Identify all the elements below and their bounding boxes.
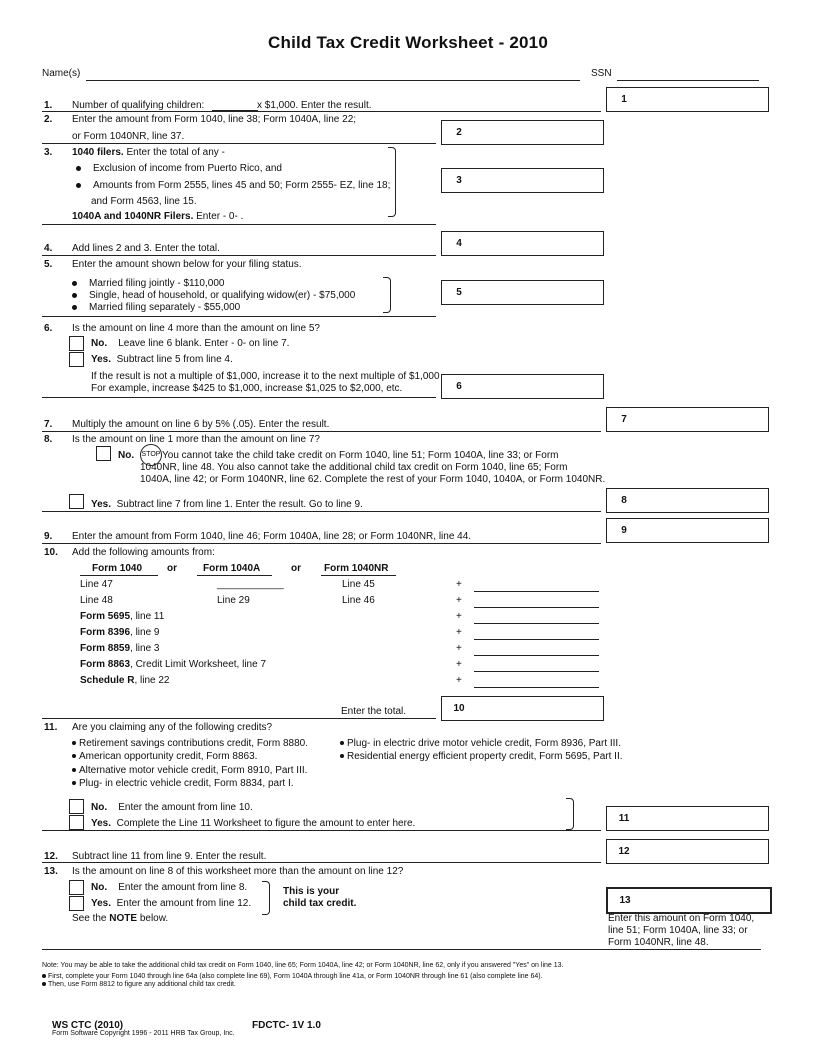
divider — [42, 143, 436, 144]
divider — [42, 511, 601, 512]
line13-no-checkbox[interactable] — [69, 880, 84, 895]
line4-box-label: 4 — [441, 231, 477, 256]
line10-row-label: Schedule R, line 22 — [80, 675, 170, 686]
line6-num: 6. — [44, 323, 53, 334]
divider — [42, 431, 601, 432]
line10-box-label: 10 — [441, 696, 477, 721]
line10-row-amount-field[interactable] — [474, 655, 599, 656]
divider — [42, 949, 761, 950]
line12-num: 12. — [44, 851, 58, 862]
line7-box-label: 7 — [606, 407, 642, 432]
line8-yes: Yes. Subtract line 7 from line 1. Enter the result. Go to line 9. — [91, 499, 363, 510]
col-form1040a: Form 1040A — [203, 563, 261, 574]
note-main: Note: You may be able to take the additional child tax credit on Form 1040, line 65; Form 1040A, line 42; or Form 1040NR, line 62, only if you answered "Yes" on line 13. — [42, 962, 564, 969]
line3-amount-field[interactable] — [475, 168, 604, 193]
line10-row-label: Form 8396, line 9 — [80, 627, 160, 638]
line6-yes: Yes. Subtract line 5 from line 4. — [91, 354, 233, 365]
line3-brace — [388, 147, 396, 217]
line8-amount-field[interactable] — [640, 488, 769, 513]
line10-row-label: Line 47 — [80, 579, 113, 590]
line5-box-label: 5 — [441, 280, 477, 305]
line2-text-a: Enter the amount from Form 1040, line 38; Form 1040A, line 22; — [72, 114, 357, 125]
line8-yes-checkbox[interactable] — [69, 494, 84, 509]
line2-num: 2. — [44, 114, 53, 125]
line1-num: 1. — [44, 100, 53, 111]
line1-text-a: Number of qualifying children: — [72, 100, 205, 111]
line10-row-amount-field[interactable] — [474, 591, 599, 592]
line6-no: No. Leave line 6 blank. Enter - 0- on line 7. — [91, 338, 290, 349]
line5-num: 5. — [44, 259, 53, 270]
line9-box-label: 9 — [606, 518, 642, 543]
credit-right-2: Residential energy efficient property credit, Form 5695, Part II. — [340, 751, 623, 762]
line10-row-amount-field[interactable] — [474, 623, 599, 624]
credit-left-1: Retirement savings contributions credit, Form 8880. — [72, 738, 308, 749]
line6-box-label: 6 — [441, 374, 477, 399]
line10-text: Add the following amounts from: — [72, 547, 215, 558]
line13-see: See the NOTE below. — [72, 913, 169, 924]
col-underline — [321, 575, 396, 576]
ssn-field[interactable] — [617, 80, 759, 81]
line5-amount-field[interactable] — [475, 280, 604, 305]
line11-yes: Yes. Complete the Line 11 Worksheet to figure the amount to enter here. — [91, 818, 416, 829]
line5-item2: Single, head of household, or qualifying widow(er) - $75,000 — [72, 290, 355, 301]
line13-text: Is the amount on line 8 of this worksheet more than the amount on line 12? — [72, 866, 404, 877]
credit-left-3: Alternative motor vehicle credit, Form 8910, Part III. — [72, 765, 307, 776]
divider — [42, 111, 601, 112]
line6-note2: For example, increase $425 to $1,000, increase $1,025 to $2,000, etc. — [91, 383, 403, 394]
line13-yes-checkbox[interactable] — [69, 896, 84, 911]
line11-yes-checkbox[interactable] — [69, 815, 84, 830]
plus-sign: + — [456, 659, 462, 670]
plus-sign: + — [456, 643, 462, 654]
line3-item2: Amounts from Form 2555, lines 45 and 50; Form 2555- EZ, line 18; — [76, 180, 390, 191]
plus-sign: + — [456, 595, 462, 606]
line6-no-checkbox[interactable] — [69, 336, 84, 351]
line13-enter-3: Form 1040NR, line 48. — [608, 937, 709, 948]
line13-brace — [262, 881, 270, 915]
line10-total-text: Enter the total. — [341, 706, 407, 717]
line8-box-label: 8 — [606, 488, 642, 513]
line5-brace — [383, 277, 391, 313]
line13-no: No. Enter the amount from line 8. — [91, 882, 248, 893]
line1-amount-field[interactable] — [640, 87, 769, 112]
divider — [42, 397, 436, 398]
col-or2: or — [291, 563, 301, 574]
line5-text: Enter the amount shown below for your filing status. — [72, 259, 302, 270]
line8-no-2: 1040NR, line 48. You also cannot take the additional child tax credit on Form 1040, line 65; Form — [140, 462, 568, 473]
line1-text-b: x $1,000. Enter the result. — [257, 100, 372, 111]
col-form1040: Form 1040 — [92, 563, 143, 574]
line12-box-label: 12 — [606, 839, 642, 864]
line1-box-label: 1 — [606, 87, 642, 112]
line13-enter-2: line 51; Form 1040A, line 33; or — [608, 925, 748, 936]
line9-num: 9. — [44, 531, 53, 542]
line6-text: Is the amount on line 4 more than the amount on line 5? — [72, 323, 320, 334]
line6-yes-checkbox[interactable] — [69, 352, 84, 367]
line8-no-checkbox[interactable] — [96, 446, 111, 461]
line4-amount-field[interactable] — [475, 231, 604, 256]
line7-text: Multiply the amount on line 6 by 5% (.05). Enter the result. — [72, 419, 330, 430]
line5-item1: Married filing jointly - $110,000 — [72, 278, 224, 289]
line11-num: 11. — [44, 722, 58, 733]
line8-num: 8. — [44, 434, 53, 445]
note-then: Then, use Form 8812 to figure any additional child tax credit. — [42, 981, 236, 988]
divider — [42, 224, 436, 225]
line2-box-label: 2 — [441, 120, 477, 145]
credit-text-1: This is your — [283, 886, 340, 897]
col-underline — [197, 575, 272, 576]
divider — [42, 543, 601, 544]
line7-num: 7. — [44, 419, 53, 430]
line10-row-1040a: ____________ — [217, 579, 284, 590]
line11-no-checkbox[interactable] — [69, 799, 84, 814]
plus-sign: + — [456, 579, 462, 590]
line11-box-label: 11 — [606, 806, 642, 831]
divider — [42, 718, 436, 719]
line8-no-3: 1040A, line 42; or Form 1040NR, line 62. Complete the rest of your Form 1040, 1040A, or Form 1040NR. — [140, 474, 606, 485]
col-underline — [80, 575, 158, 576]
line10-row-1040nr: Line 46 — [342, 595, 375, 606]
line10-num: 10. — [44, 547, 58, 558]
line10-row-amount-field[interactable] — [474, 607, 599, 608]
credit-right-1: Plug- in electric drive motor vehicle credit, Form 8936, Part III. — [340, 738, 621, 749]
line12-text: Subtract line 11 from line 9. Enter the result. — [72, 851, 267, 862]
line9-text: Enter the amount from Form 1040, line 46; Form 1040A, line 28; or Form 1040NR, line 44. — [72, 531, 472, 542]
plus-sign: + — [456, 675, 462, 686]
names-field[interactable] — [86, 80, 580, 81]
divider — [42, 862, 601, 863]
line13-num: 13. — [44, 866, 58, 877]
names-label: Name(s) — [42, 68, 81, 79]
line13-yes: Yes. Enter the amount from line 12. — [91, 898, 252, 909]
line4-num: 4. — [44, 243, 53, 254]
divider — [42, 316, 436, 317]
line7-amount-field[interactable] — [640, 407, 769, 432]
line3-head: 1040 filers. Enter the total of any - — [72, 147, 225, 158]
line8-no-label: No. — [118, 450, 135, 461]
line3-box-label: 3 — [441, 168, 477, 193]
plus-sign: + — [456, 627, 462, 638]
line10-row-amount-field[interactable] — [474, 671, 599, 672]
line10-row-1040a: Line 29 — [217, 595, 250, 606]
line10-row-amount-field[interactable] — [474, 639, 599, 640]
line3-foot: 1040A and 1040NR Filers. Enter - 0- . — [72, 211, 244, 222]
divider — [42, 255, 436, 256]
line10-amount-field[interactable] — [475, 696, 604, 721]
line10-row-label: Form 8859, line 3 — [80, 643, 160, 654]
line2-text-b: or Form 1040NR, line 37. — [72, 131, 185, 142]
credit-text-2: child tax credit. — [283, 898, 357, 909]
line13-box-label: 13 — [606, 887, 644, 914]
footer-copyright: Form Software Copyright 1996 - 2011 HRB Tax Group, Inc. — [52, 1030, 235, 1037]
line10-row-1040nr: Line 45 — [342, 579, 375, 590]
line11-amount-field[interactable] — [640, 806, 769, 831]
col-form1040nr: Form 1040NR — [324, 563, 389, 574]
credit-left-2: American opportunity credit, Form 8863. — [72, 751, 257, 762]
line8-text: Is the amount on line 1 more than the amount on line 7? — [72, 434, 320, 445]
credit-left-4: Plug- in electric vehicle credit, Form 8834, part I. — [72, 778, 294, 789]
footer-form-id: WS CTC (2010) — [52, 1020, 124, 1031]
line10-row-label: Line 48 — [80, 595, 113, 606]
divider — [42, 830, 601, 831]
footer-version: FDCTC- 1V 1.0 — [252, 1020, 321, 1031]
line11-brace — [566, 798, 574, 830]
line3-num: 3. — [44, 147, 53, 158]
line3-item2b: and Form 4563, line 15. — [91, 196, 197, 207]
plus-sign: + — [456, 611, 462, 622]
line11-text: Are you claiming any of the following credits? — [72, 722, 273, 733]
page-title: Child Tax Credit Worksheet - 2010 — [268, 33, 548, 52]
line4-text: Add lines 2 and 3. Enter the total. — [72, 243, 220, 254]
line10-row-label: Form 5695, line 11 — [80, 611, 165, 622]
ssn-label: SSN — [591, 68, 612, 79]
col-or1: or — [167, 563, 177, 574]
note-first: First, complete your Form 1040 through line 64a (also complete line 69), Form 1040A through line 41a, or Form 1040NR through line 61 (also complete line 64). — [42, 973, 543, 980]
line6-note1: If the result is not a multiple of $1,000, increase it to the next multiple of $1,000 — [91, 371, 440, 382]
line10-row-amount-field[interactable] — [474, 687, 599, 688]
line11-no: No. Enter the amount from line 10. — [91, 802, 253, 813]
line6-amount-field[interactable] — [475, 374, 604, 399]
line10-row-label: Form 8863, Credit Limit Worksheet, line 7 — [80, 659, 267, 670]
line8-no-1: You cannot take the child take credit on Form 1040, line 51; Form 1040A, line 33; or Form — [162, 450, 559, 461]
line13-enter-1: Enter this amount on Form 1040, — [608, 913, 755, 924]
line2-amount-field[interactable] — [475, 120, 604, 145]
line3-item1: Exclusion of income from Puerto Rico, and — [76, 163, 282, 174]
stop-icon: STOP — [140, 444, 162, 466]
line13-amount-field[interactable] — [642, 887, 772, 914]
line5-item3: Married filing separately - $55,000 — [72, 302, 240, 313]
line12-amount-field[interactable] — [640, 839, 769, 864]
line9-amount-field[interactable] — [640, 518, 769, 543]
